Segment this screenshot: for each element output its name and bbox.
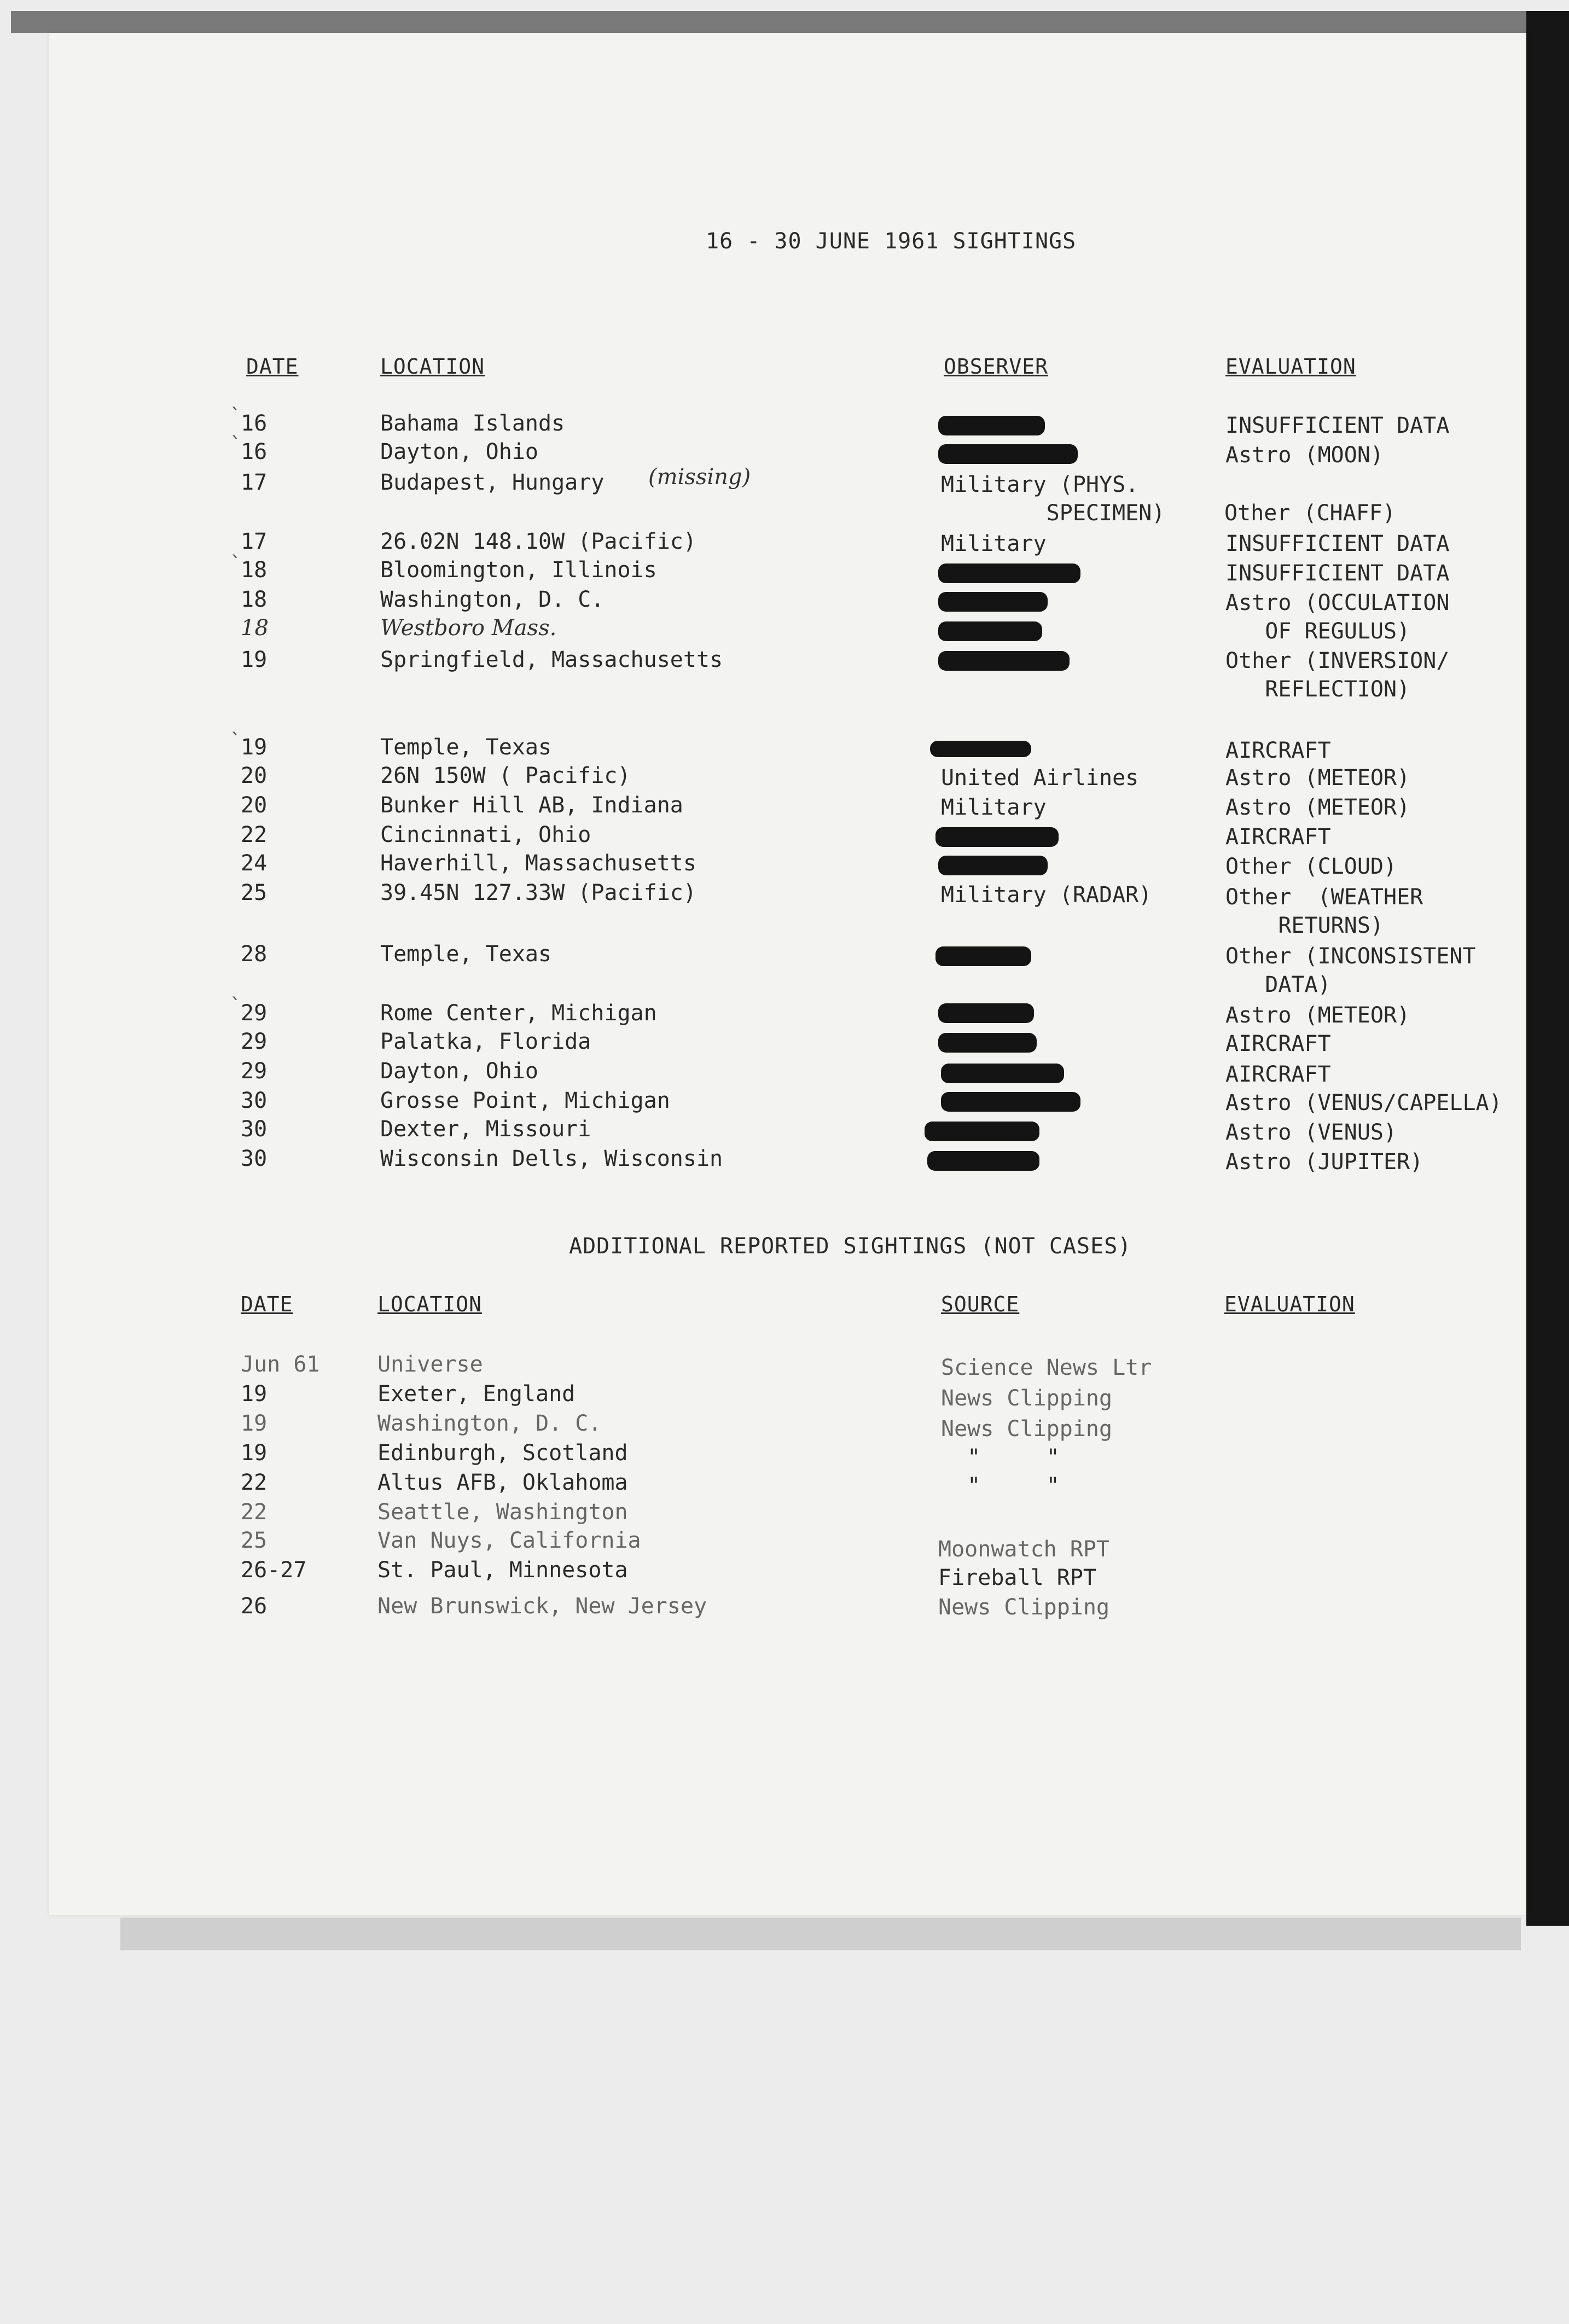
additional-row-date: 19 — [241, 1411, 268, 1436]
handwritten-missing-note: (missing) — [648, 464, 751, 490]
header-date: DATE — [246, 355, 299, 379]
row-location: Bloomington, Illinois — [380, 557, 657, 583]
redacted-observer — [941, 1064, 1064, 1083]
additional-row-location: Van Nuys, California — [377, 1528, 641, 1553]
scan-top-edge — [11, 11, 1569, 33]
row-location: Temple, Texas — [380, 735, 552, 760]
additional-row-date: 19 — [241, 1440, 268, 1466]
row-date: 28 — [241, 942, 268, 967]
row-evaluation: INSUFFICIENT DATA — [1225, 531, 1450, 556]
row-evaluation: Other (CHAFF) — [1224, 501, 1396, 526]
row-evaluation: Astro (METEOR) — [1225, 795, 1410, 820]
row-location: 39.45N 127.33W (Pacific) — [380, 880, 696, 905]
additional-row-date: 19 — [241, 1381, 268, 1407]
row-location: 26N 150W ( Pacific) — [380, 763, 631, 788]
row-location: Bahama Islands — [380, 411, 565, 436]
row-location: 26.02N 148.10W (Pacific) — [380, 529, 696, 554]
document-title: 16 - 30 JUNE 1961 SIGHTINGS — [706, 229, 1077, 254]
row-date: 24 — [241, 851, 268, 876]
margin-tick: ` — [230, 553, 242, 575]
row-observer: Military — [941, 795, 1047, 820]
redacted-observer — [938, 651, 1070, 671]
handwritten-date: 18 — [241, 615, 269, 641]
additional-row-date: 22 — [241, 1470, 268, 1495]
header-observer: OBSERVER — [944, 355, 1049, 379]
additional-row-date: 22 — [241, 1500, 268, 1525]
redacted-observer — [938, 1003, 1034, 1023]
row-evaluation: Other (WEATHER RETURNS) — [1225, 885, 1423, 938]
header-location: LOCATION — [380, 355, 485, 379]
row-evaluation: INSUFFICIENT DATA — [1225, 413, 1450, 438]
row-date: 16 — [241, 439, 268, 464]
redacted-observer — [935, 827, 1059, 847]
row-observer: United Airlines — [941, 765, 1139, 791]
additional-row-date: 26-27 — [241, 1558, 307, 1583]
margin-tick: ` — [230, 730, 242, 752]
row-observer: Military (RADAR) — [941, 882, 1152, 908]
additional-section-title: ADDITIONAL REPORTED SIGHTINGS (NOT CASES) — [569, 1234, 1132, 1259]
row-evaluation: AIRCRAFT — [1225, 824, 1331, 850]
redacted-observer — [935, 946, 1031, 966]
row-date: 19 — [241, 647, 268, 672]
row-evaluation: Other (CLOUD) — [1225, 854, 1397, 879]
additional-header-date: DATE — [241, 1292, 293, 1316]
additional-header-source: SOURCE — [941, 1292, 1020, 1316]
redacted-observer — [938, 592, 1048, 612]
row-evaluation: Other (INCONSISTENT DATA) — [1225, 944, 1476, 997]
redacted-observer — [938, 621, 1042, 641]
redacted-observer — [925, 1122, 1039, 1141]
row-evaluation: AIRCRAFT — [1225, 1062, 1331, 1087]
additional-row-location: Altus AFB, Oklahoma — [377, 1470, 628, 1495]
row-location: Grosse Point, Michigan — [380, 1088, 670, 1113]
row-location: Rome Center, Michigan — [380, 1001, 657, 1026]
row-date: 30 — [241, 1146, 268, 1171]
row-date: 22 — [241, 822, 268, 847]
row-evaluation: Astro (MOON) — [1225, 443, 1384, 468]
additional-row-date: 26 — [241, 1594, 268, 1619]
additional-row-source: News Clipping — [941, 1386, 1113, 1411]
row-evaluation: Astro (METEOR) — [1225, 765, 1410, 791]
row-date: 16 — [241, 411, 268, 436]
row-location: Budapest, Hungary — [380, 470, 605, 495]
additional-row-source: News Clipping — [938, 1595, 1110, 1620]
redacted-observer — [938, 416, 1045, 435]
margin-tick: ` — [230, 405, 242, 427]
row-location: Palatka, Florida — [380, 1029, 591, 1054]
additional-row-location: Seattle, Washington — [377, 1500, 628, 1525]
row-date: 17 — [241, 470, 268, 495]
row-location: Wisconsin Dells, Wisconsin — [380, 1146, 723, 1171]
additional-row-date: Jun 61 — [241, 1352, 320, 1377]
additional-row-date: 25 — [241, 1528, 268, 1553]
additional-row-source: " " — [941, 1473, 1060, 1498]
redacted-observer — [938, 1033, 1037, 1053]
row-location: Bunker Hill AB, Indiana — [380, 793, 683, 818]
row-date: 20 — [241, 793, 268, 818]
redacted-observer — [941, 1092, 1080, 1112]
row-location: Dayton, Ohio — [380, 439, 538, 464]
row-location: Springfield, Massachusetts — [380, 647, 723, 672]
row-date: 30 — [241, 1088, 268, 1113]
row-evaluation: AIRCRAFT — [1225, 1031, 1331, 1056]
row-date: 29 — [241, 1029, 268, 1054]
additional-row-source: Science News Ltr — [941, 1355, 1152, 1380]
row-date: 18 — [241, 587, 268, 612]
redacted-observer — [938, 563, 1080, 583]
row-evaluation: Astro (OCCULATION OF REGULUS) — [1225, 590, 1450, 644]
row-location: Cincinnati, Ohio — [380, 822, 591, 847]
additional-row-source: " " — [941, 1445, 1060, 1470]
row-observer: Military — [941, 531, 1047, 556]
row-date: 19 — [241, 735, 268, 760]
row-location: Dexter, Missouri — [380, 1117, 591, 1142]
row-location: Dayton, Ohio — [380, 1059, 538, 1084]
row-location: Washington, D. C. — [380, 587, 605, 612]
row-evaluation: Astro (METEOR) — [1225, 1003, 1410, 1028]
additional-row-location: Edinburgh, Scotland — [377, 1440, 628, 1466]
row-location: Haverhill, Massachusetts — [380, 851, 696, 876]
additional-row-location: Universe — [377, 1352, 483, 1377]
additional-row-location: Washington, D. C. — [377, 1411, 602, 1436]
additional-row-source: Moonwatch RPT — [938, 1537, 1110, 1562]
row-date: 20 — [241, 763, 268, 788]
scan-right-edge — [1526, 11, 1569, 1926]
row-date: 30 — [241, 1117, 268, 1142]
margin-tick: ` — [230, 433, 242, 456]
header-evaluation: EVALUATION — [1225, 355, 1356, 379]
scan-page-shadow — [120, 1918, 1521, 1950]
handwritten-westboro-entry: Westboro Mass. — [380, 615, 557, 641]
additional-row-location: Exeter, England — [377, 1381, 576, 1407]
row-observer: Military (PHYS. SPECIMEN) — [941, 472, 1165, 526]
row-evaluation: Astro (JUPITER) — [1225, 1149, 1423, 1175]
additional-row-source: Fireball RPT — [938, 1565, 1096, 1590]
margin-tick: ` — [230, 995, 242, 1017]
row-date: 29 — [241, 1001, 268, 1026]
row-evaluation: Astro (VENUS/CAPELLA) — [1225, 1090, 1502, 1115]
row-evaluation: INSUFFICIENT DATA — [1225, 561, 1450, 586]
row-date: 18 — [241, 557, 268, 583]
redacted-observer — [938, 444, 1078, 464]
additional-row-source: News Clipping — [941, 1416, 1113, 1442]
additional-row-location: St. Paul, Minnesota — [377, 1558, 628, 1583]
additional-header-evaluation: EVALUATION — [1224, 1292, 1355, 1316]
row-evaluation: Other (INVERSION/ REFLECTION) — [1225, 648, 1450, 702]
additional-header-location: LOCATION — [377, 1292, 483, 1316]
row-date: 17 — [241, 529, 268, 554]
row-location: Temple, Texas — [380, 942, 552, 967]
additional-row-location: New Brunswick, New Jersey — [377, 1594, 707, 1619]
row-evaluation: AIRCRAFT — [1225, 738, 1331, 763]
redacted-observer — [930, 741, 1031, 757]
redacted-observer — [927, 1151, 1039, 1171]
row-evaluation: Astro (VENUS) — [1225, 1120, 1397, 1145]
row-date: 29 — [241, 1059, 268, 1084]
row-date: 25 — [241, 880, 268, 905]
redacted-observer — [938, 856, 1048, 875]
